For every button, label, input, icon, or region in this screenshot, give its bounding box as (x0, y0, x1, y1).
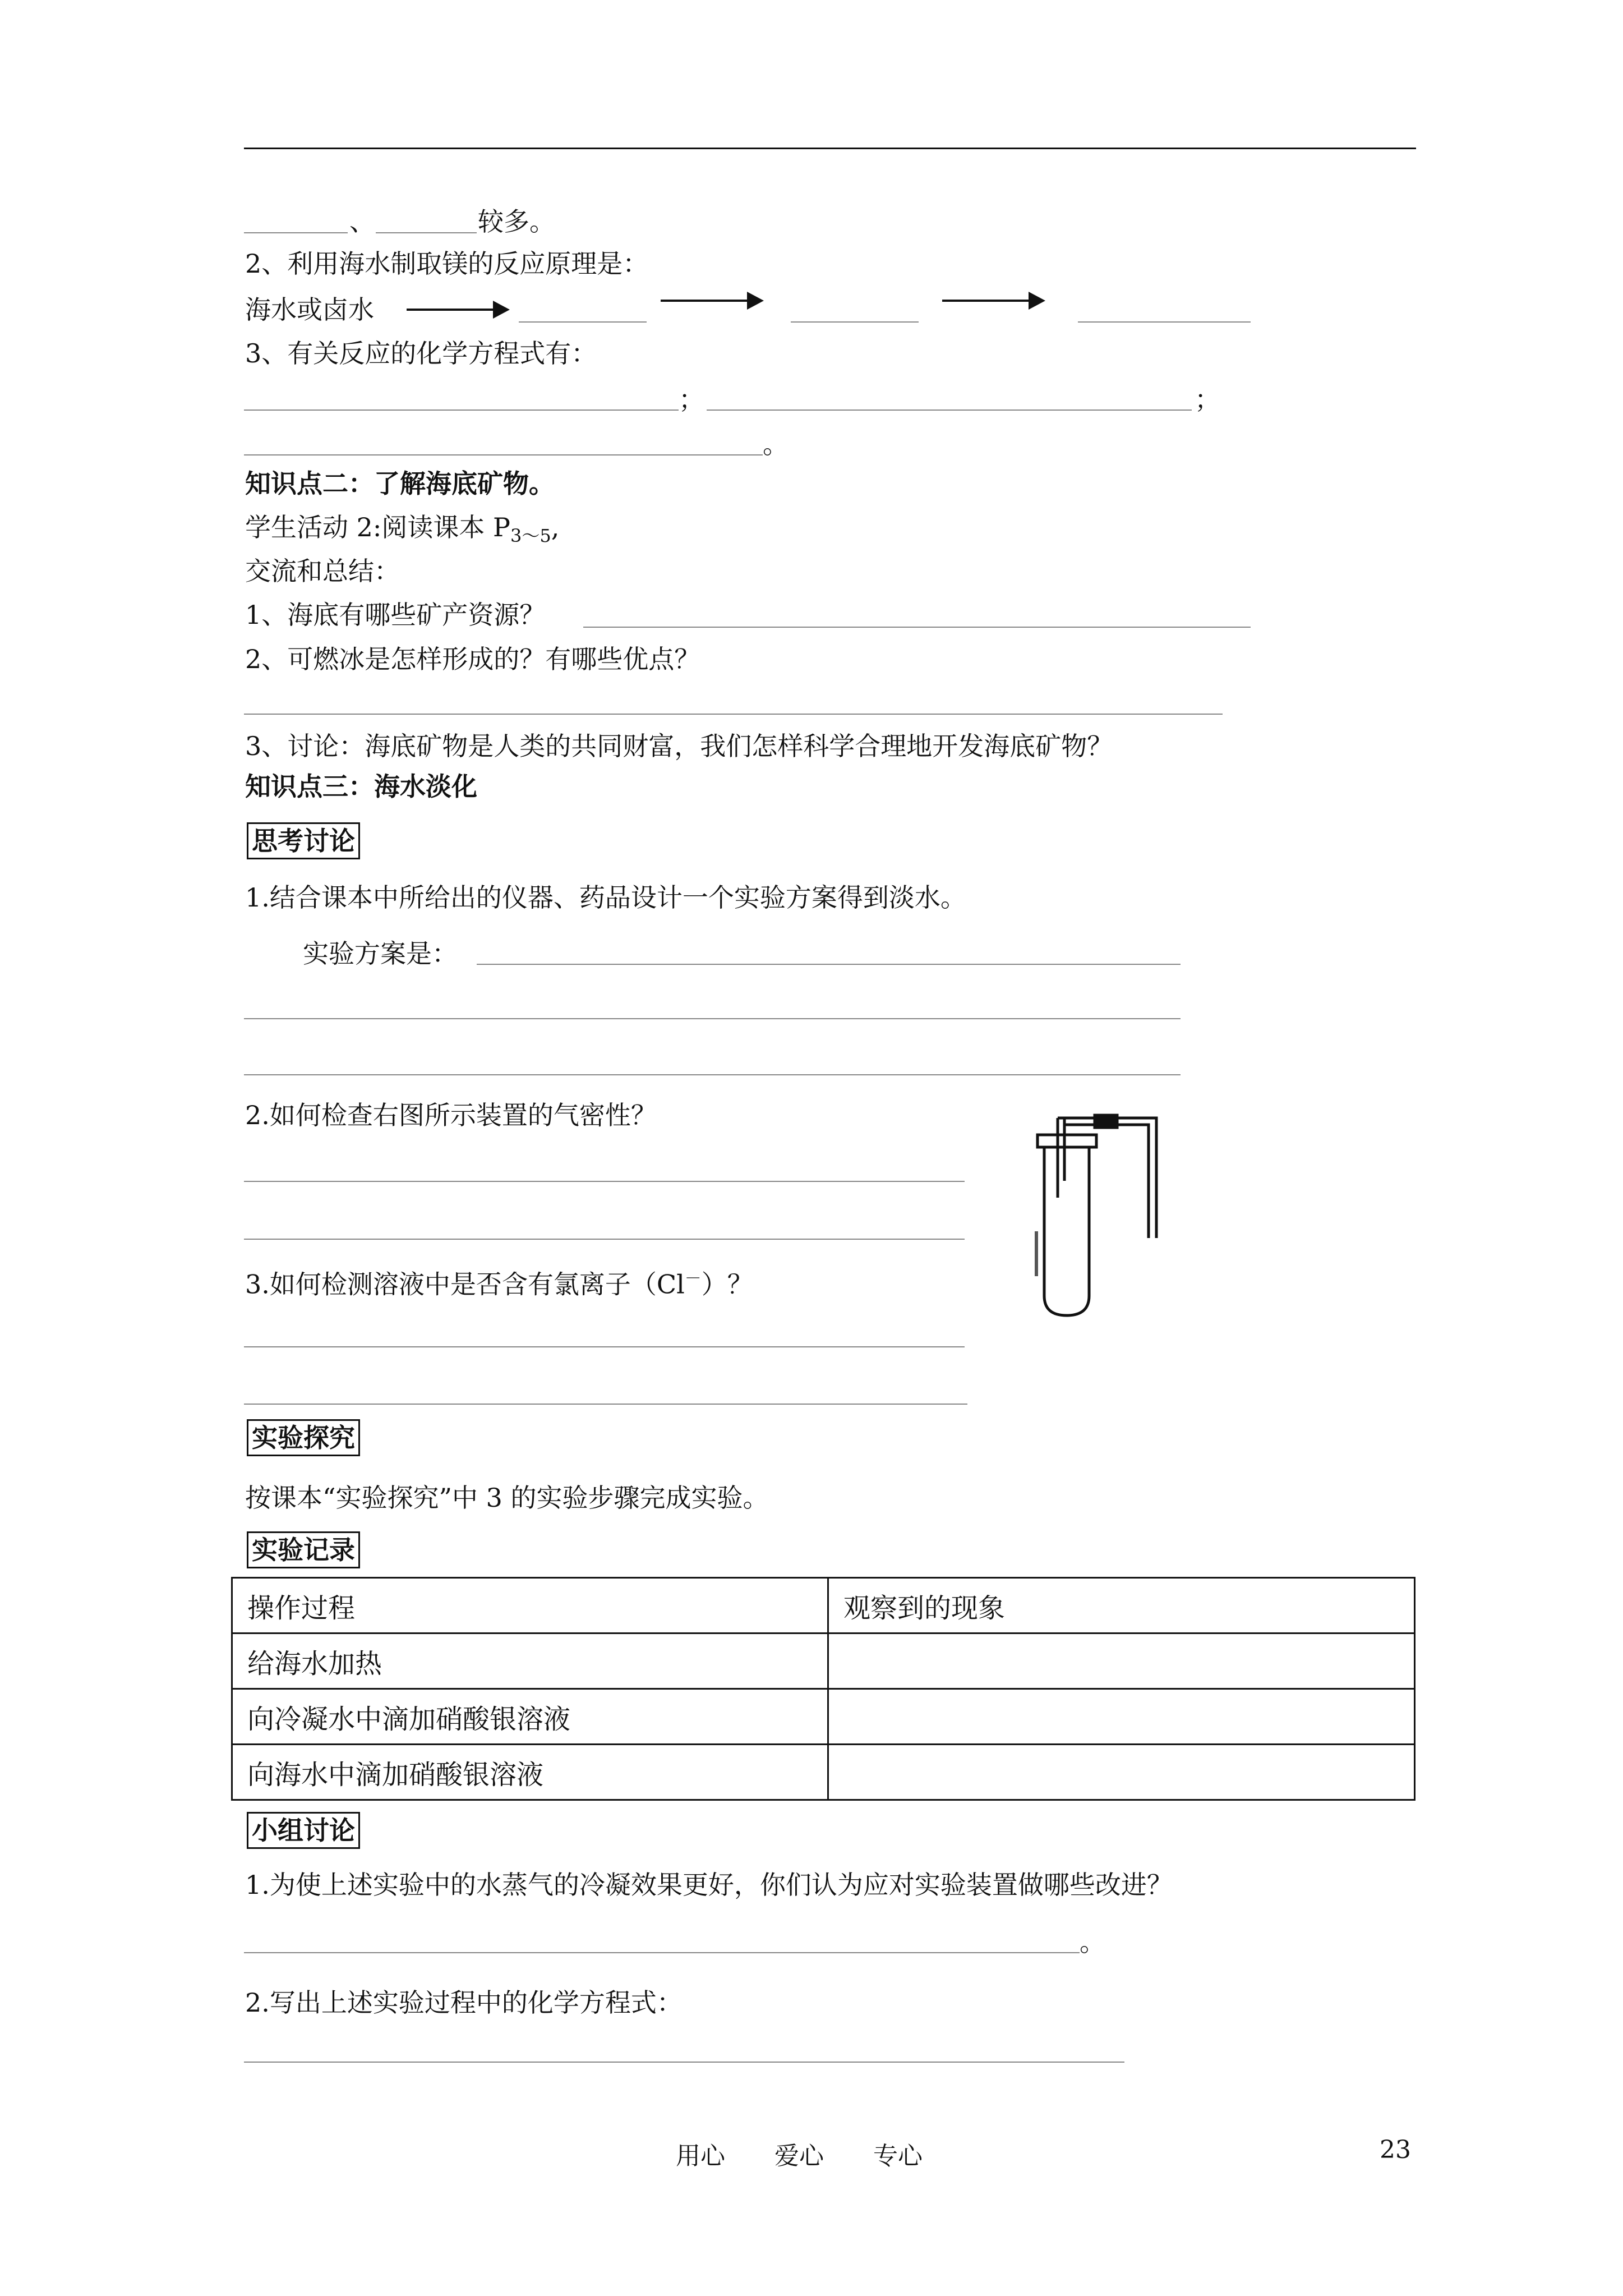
operation-cell: 向海水中滴加硝酸银溶液 (232, 1745, 828, 1800)
question-improve: 1.为使上述实验中的水蒸气的冷凝效果更好，你们认为应对实验装置做哪些改进？ (245, 1870, 1173, 1900)
column-header: 观察到的现象 (828, 1578, 1415, 1634)
question-chloride: 3.如何检测溶液中是否含有氯离子（Cl－）？ (245, 1269, 753, 1300)
question-discuss: 3、讨论：海底矿物是人类的共同财富，我们怎样科学合理地开发海底矿物？ (245, 731, 1113, 761)
blank-line[interactable] (707, 409, 1192, 411)
footer-text: 用心 爱心 专心 (676, 2142, 923, 2170)
blank-line[interactable] (583, 627, 1251, 628)
column-header: 操作过程 (232, 1578, 828, 1634)
blank-line[interactable] (244, 1404, 967, 1405)
blank-line[interactable] (244, 1239, 965, 1240)
explore-text: 按课本“实验探究”中 3 的实验步骤完成实验。 (245, 1483, 769, 1513)
page-number: 23 (1380, 2136, 1411, 2164)
period: 。 (763, 429, 789, 459)
right-arrow-icon (661, 300, 762, 302)
experiment-explore-label: 实验探究 (247, 1419, 360, 1456)
blank-line[interactable] (791, 321, 919, 323)
table-row (232, 1689, 1415, 1745)
blank-line[interactable] (244, 232, 348, 233)
experiment-record-label: 实验记录 (247, 1531, 360, 1568)
question-equations: 3、有关反应的化学方程式有： (245, 338, 597, 369)
blank-line[interactable] (477, 964, 1181, 965)
experiment-record-table (231, 1577, 1415, 1801)
question-mg: 2、利用海水制取镁的反应原理是： (245, 249, 649, 279)
operation-cell: 向冷凝水中滴加硝酸银溶液 (232, 1689, 828, 1745)
question-ice: 2、可燃冰是怎样形成的？有哪些优点？ (245, 644, 700, 674)
semicolon: ； (679, 384, 704, 415)
blank-line[interactable] (244, 1346, 965, 1347)
table-row (232, 1634, 1415, 1689)
blank-line[interactable] (519, 321, 647, 323)
question-equations: 2.写出上述实验过程中的化学方程式： (245, 1987, 683, 2018)
section-title: 知识点二：了解海底矿物。 (245, 468, 555, 499)
blank-line[interactable] (244, 1074, 1181, 1075)
blank-line[interactable] (244, 714, 1223, 715)
blank-line[interactable] (244, 1952, 1080, 1953)
right-arrow-icon (942, 300, 1043, 302)
blank-line[interactable] (244, 1181, 965, 1182)
question-minerals: 1、海底有哪些矿产资源？ (245, 600, 546, 630)
phenomenon-cell[interactable] (828, 1634, 1415, 1689)
question-airtight: 2.如何检查右图所示装置的气密性？ (245, 1100, 657, 1130)
chain-start: 海水或卤水 (245, 295, 374, 325)
period: 。 (1080, 1927, 1105, 1957)
blank-line[interactable] (244, 1018, 1181, 1019)
blank-line[interactable] (244, 2062, 1124, 2063)
operation-cell: 给海水加热 (232, 1634, 828, 1689)
phenomenon-cell[interactable] (828, 1689, 1415, 1745)
summary-label: 交流和总结： (245, 556, 400, 586)
question-plan: 1.结合课本中所给出的仪器、药品设计一个实验方案得到淡水。 (245, 882, 966, 913)
separator: 、 (349, 206, 375, 237)
semicolon: ； (1195, 384, 1220, 415)
right-arrow-icon (407, 309, 508, 311)
table-row (232, 1745, 1415, 1800)
group-discuss-label: 小组讨论 (247, 1812, 360, 1849)
section-title: 知识点三：海水淡化 (245, 771, 477, 802)
phenomenon-cell[interactable] (828, 1745, 1415, 1800)
activity-text: 学生活动 2:阅读课本 $P_{3\sim 5}$, (245, 512, 560, 547)
test-tube-apparatus-icon (1032, 1114, 1178, 1329)
blank-line[interactable] (1078, 321, 1251, 323)
blank-line[interactable] (244, 454, 763, 455)
think-discuss-label: 思考讨论 (247, 822, 360, 859)
blank-line[interactable] (376, 232, 477, 233)
table-header-row (232, 1578, 1415, 1634)
blank-line[interactable] (244, 409, 679, 411)
plan-label: 实验方案是： (303, 938, 458, 969)
header-rule (244, 148, 1416, 149)
line-text: 较多。 (478, 206, 555, 237)
